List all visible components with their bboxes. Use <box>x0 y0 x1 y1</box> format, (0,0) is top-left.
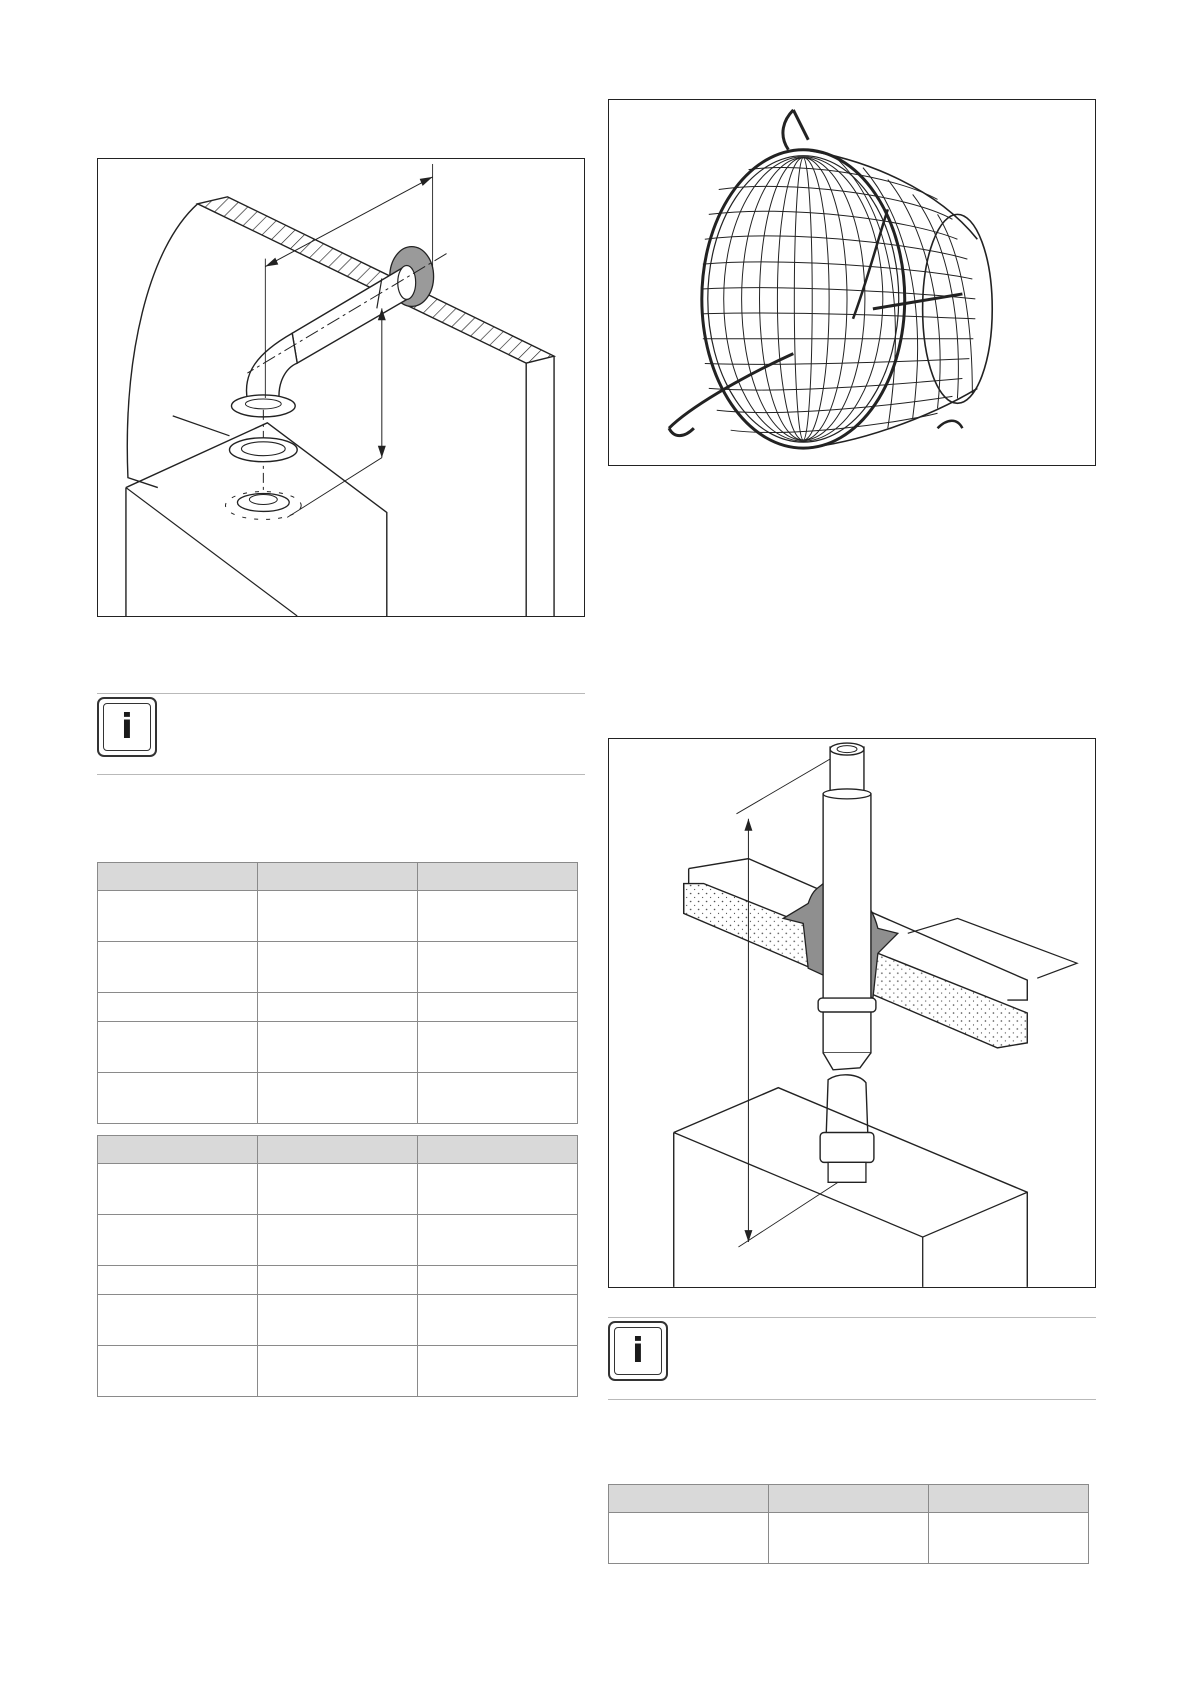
table-cell <box>98 1073 258 1124</box>
table-cell <box>609 1513 769 1564</box>
spec-table-3 <box>608 1484 1089 1564</box>
horizontal-flue-elbow-illustration <box>98 159 584 616</box>
table-cell <box>258 1295 418 1346</box>
table-header-cell <box>929 1485 1089 1513</box>
table-row <box>98 1266 578 1295</box>
table-row <box>98 993 578 1022</box>
table-cell <box>258 1022 418 1073</box>
table-cell <box>769 1513 929 1564</box>
info-icon <box>608 1321 668 1381</box>
info-glyph: i <box>614 1327 662 1375</box>
table-header-cell <box>609 1485 769 1513</box>
table-row <box>98 1164 578 1215</box>
table-cell <box>418 1346 578 1397</box>
table-header-row <box>98 863 578 891</box>
table-cell <box>258 891 418 942</box>
table-cell <box>418 1073 578 1124</box>
table-row <box>98 1073 578 1124</box>
info-glyph: i <box>103 703 151 751</box>
table-cell <box>258 993 418 1022</box>
table-cell <box>98 942 258 993</box>
table-row <box>98 942 578 993</box>
table-cell <box>98 1295 258 1346</box>
table-header-cell <box>418 863 578 891</box>
table-header-cell <box>418 1136 578 1164</box>
note-rule-top <box>608 1317 1096 1318</box>
table-cell <box>98 891 258 942</box>
info-icon <box>97 697 157 757</box>
table-row <box>98 1295 578 1346</box>
table-header-row <box>609 1485 1089 1513</box>
table-cell <box>418 1215 578 1266</box>
figure-horizontal-flue <box>97 158 585 617</box>
table-cell <box>98 993 258 1022</box>
table-row <box>98 891 578 942</box>
table-header-cell <box>98 863 258 891</box>
table-cell <box>258 942 418 993</box>
table-row <box>98 1215 578 1266</box>
table-cell <box>418 1022 578 1073</box>
table-cell <box>418 1266 578 1295</box>
table-row <box>609 1513 1089 1564</box>
table-cell <box>418 1164 578 1215</box>
table-cell <box>929 1513 1089 1564</box>
table-header-cell <box>258 1136 418 1164</box>
table-cell <box>98 1266 258 1295</box>
table-row <box>98 1346 578 1397</box>
figure-terminal-guard <box>608 99 1096 466</box>
table-cell <box>418 1295 578 1346</box>
note-rule-top <box>97 693 585 694</box>
vertical-roof-flue-illustration <box>609 739 1095 1287</box>
wire-mesh-terminal-guard-illustration <box>609 100 1095 465</box>
table-cell <box>258 1164 418 1215</box>
table-cell <box>418 942 578 993</box>
table-header-cell <box>258 863 418 891</box>
table-cell <box>258 1073 418 1124</box>
table-header-row <box>98 1136 578 1164</box>
table-cell <box>418 891 578 942</box>
table-cell <box>418 993 578 1022</box>
table-header-cell <box>98 1136 258 1164</box>
note-rule-bottom <box>97 774 585 775</box>
table-cell <box>258 1266 418 1295</box>
note-rule-bottom <box>608 1399 1096 1400</box>
table-cell <box>98 1164 258 1215</box>
table-cell <box>258 1215 418 1266</box>
table-row <box>98 1022 578 1073</box>
table-header-cell <box>769 1485 929 1513</box>
table-cell <box>98 1022 258 1073</box>
table-cell <box>98 1346 258 1397</box>
table-cell <box>98 1215 258 1266</box>
spec-table-2 <box>97 1135 578 1397</box>
figure-vertical-flue <box>608 738 1096 1288</box>
table-cell <box>258 1346 418 1397</box>
spec-table-1 <box>97 862 578 1124</box>
